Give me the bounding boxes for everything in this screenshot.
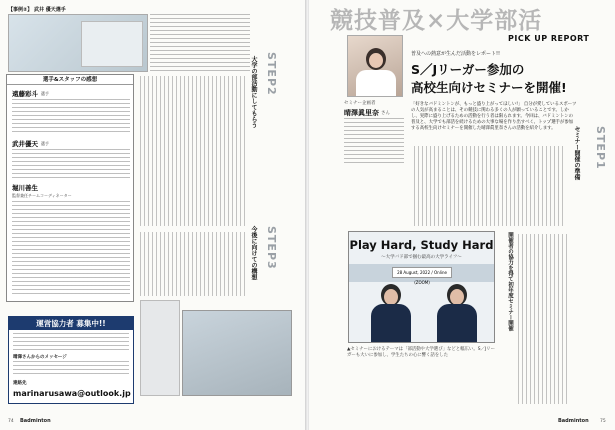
headline-line-2: 高校生向けセミナーを開催! (411, 80, 567, 95)
headline-line-1: S／Jリーガー参加の (411, 62, 525, 77)
player-right-body (437, 304, 477, 343)
speaker-photo (347, 35, 403, 97)
voice-role-1: 選手 (41, 91, 49, 96)
flyer-subtitle: 〜大学バド部で掴む最高の大学ライフ〜 (381, 255, 462, 260)
recruit-text (13, 333, 129, 351)
player-right (435, 284, 479, 343)
speaker-suffix: さん (381, 111, 390, 116)
side-text-column (140, 300, 180, 396)
voice-role-2: 選手 (41, 141, 49, 146)
lead-paragraph: 「好きなバドミントンが、もっと盛り上がってほしい!」 自分が愛しているスポーツの人気が高まることは、その競技に関わる多くの人が願っていることです。しかし、実際に盛り上げるための活動を行う者は限られます。今回は、バドミントンの普及と、大学でも部活を続けるための大事な場を作り出すべく、トップ選手が参加する高校生向けセミナーを開催した晴澤眞里奈さんの活動を紹介します。 (411, 102, 577, 131)
body-columns-mid (140, 232, 248, 296)
case-tag: 【事例②】 武井 優天選手 (8, 7, 66, 13)
voice-name-2: 武井優天 (12, 140, 38, 148)
body-columns-right-bottom (518, 234, 568, 404)
recruit-heading: 運営協力者 募集中!! (9, 317, 133, 330)
speaker-bio (344, 118, 404, 164)
step3-label: STEP3 (265, 226, 278, 270)
voice-name-3: 堀川善生 (12, 184, 38, 192)
page-number-left: 74 (8, 419, 14, 424)
section-title: 競技普及×大学部活 (330, 7, 543, 32)
inset-document-photo (81, 21, 143, 67)
brand-left: Badminton (20, 418, 51, 424)
speaker-body (356, 70, 396, 97)
bottom-photo (182, 310, 292, 396)
intro-text-block (150, 14, 250, 74)
top-left-photo (8, 14, 148, 72)
recruit-box (8, 316, 134, 404)
flyer-caption: ▲セミナーにおけるテーマは「部活動や大学選び」などと幅広い。S／Jリーガーも大いに参加し、学生たちの心に響く話をした (347, 347, 495, 358)
flyer-title: Play Hard, Study Hard (349, 238, 494, 252)
kicker: 普及への熱意が生んだ活動をレポート!! (411, 51, 501, 57)
seminar-flyer (348, 231, 495, 343)
voices-box (6, 74, 134, 302)
left-page (0, 0, 306, 430)
player-right-face (450, 289, 464, 305)
step2-heading: 大学の部活動にしてもらう (250, 56, 257, 128)
step1-heading: セミナー開催の準備 (573, 126, 580, 180)
voices-title: 選手&スタッフの感想 (7, 75, 133, 85)
step2-label: STEP2 (265, 52, 278, 96)
recruit-contact-label: 連絡先 (13, 381, 27, 386)
player-left (369, 284, 413, 343)
voice-role-3: 監督兼任チームコーディネーター (12, 193, 72, 198)
speaker-face (369, 53, 383, 68)
brand-right: Badminton (558, 418, 589, 424)
body-columns-top (140, 76, 248, 226)
flyer-info: 28 August, 2022 / Online (ZOOM) (392, 267, 452, 278)
voice-name-1: 遠藤彩斗 (12, 90, 38, 98)
body-columns-right-top (414, 146, 564, 226)
speaker-label: セミナー企画者 (344, 101, 376, 106)
recruit-message-label: 晴澤さんからのメッセージ (13, 355, 67, 360)
recruit-email[interactable]: marinarusawa@outlook.jp (13, 389, 131, 398)
recruit-message-text (13, 361, 129, 377)
page-number-right: 75 (600, 419, 606, 424)
pickup-report-label: PICK UP REPORT (508, 34, 590, 43)
voice-text-1 (12, 99, 130, 135)
step3-heading: 今後に向けての構想 (250, 226, 257, 280)
step1-label: STEP1 (594, 126, 607, 170)
player-left-face (384, 289, 398, 305)
speaker-name: 晴澤眞里奈 (344, 109, 379, 117)
voice-text-2 (12, 149, 130, 179)
flyer-side-heading: 開催者の協力を得て初年度セミナー開催 (507, 232, 513, 331)
player-left-body (371, 304, 411, 343)
voice-text-3 (12, 201, 130, 297)
